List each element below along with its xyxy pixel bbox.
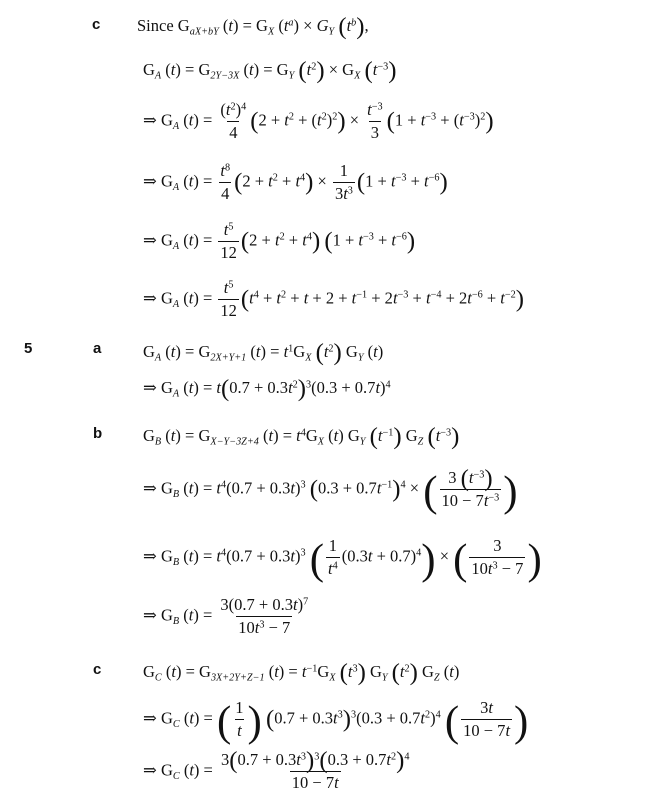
part-label-c-top: c [92, 16, 101, 33]
eq-c2-line3: ⇒ $G_C$ (t) = $\frac{3(0.7 + 0.3t^3)^3(0.3 + 0.7t^2)^4}{10 - 7t}$ [143, 746, 410, 792]
since-equation: Since $G_{aX+bY}$ $(t) = G_X$ $(t^a) \times G_Y$ $(t^b)$, [137, 12, 369, 40]
eq-c2-line1: $G_C$ $(t) = G_{3X+2Y+Z-1}$ $(t) = t^{-1}G_X$ $(t^3)$ $G_Y$ $(t^2)$ $G_Z$ (t) [143, 658, 460, 686]
eq-b-line3: ⇒ $G_B$ $(t) = t^4(0.7 + 0.3t)^3$ ( $\frac{1}{t^4}$ $(0.3t + 0.7)^4$) × ( $\frac{3}{10t^3 - 7}$ ) [143, 536, 542, 584]
question-number-5: 5 [24, 340, 33, 357]
eq-c-line2: ⇒ $G_A$ (t) = $\frac{(t^2)^4}{4}$ $(2 + t^2 + (t^2)^2)$ × $\frac{t^{-3}}{3}$ $(1 + t^{-3} + (t^{-3})^2)$ [143, 100, 494, 142]
eq-c2-line2: ⇒ $G_C$ (t) = ( $\frac{1}{t}$ ) $(0.7 + 0.3t^3)^3(0.3 + 0.7t^2)^4$ ( $\frac{3t}{10 - 7t}$ ) [143, 698, 529, 746]
eq-c-line4: ⇒ $G_A$ (t) = $\frac{t^5}{12}$ $(2 + t^2 + t^4)$ $(1 + t^{-3} + t^{-6})$ [143, 220, 416, 262]
eq-c-line5: ⇒ $G_A$ (t) = $\frac{t^5}{12}$ $(t^4 + t^2 + t + 2 + t^{-1} + 2t^{-3} + t^{-4} + 2t^{-6} + t^{-2})$ [143, 278, 524, 320]
part-label-b: b [93, 425, 103, 442]
eq-a-line2: ⇒ $G_A$ $(t) = t(0.7 + 0.3t^2)^3(0.3 + 0.7t)^4$ [143, 374, 391, 402]
part-label-c: c [93, 661, 102, 678]
eq-c-line1: $G_A$ $(t) = G_{2Y-3X}$ $(t) = G_Y$ $(t^2) \times G_X$ $(t^{-3})$ [143, 56, 397, 84]
eq-a-line1: $G_A$ $(t) = G_{2X+Y+1}$ $(t) = t^1G_X$ $(t^2)$ $G_Y$ (t) [143, 338, 384, 366]
part-label-a: a [93, 340, 102, 357]
eq-b-line4: ⇒ $G_B$ (t) = $\frac{3(0.7 + 0.3t)^7}{10t^3 - 7}$ [143, 595, 309, 637]
since-word: Since [137, 16, 174, 35]
eq-b-line2: ⇒ $G_B$ $(t) = t^4(0.7 + 0.3t)^3$ $(0.3 + 0.7t^{-1})^4$ × ( $\frac{3 (t^{-3})}{10 - 7t^{-3}}$ ) [143, 464, 518, 516]
eq-c-line3: ⇒ $G_A$ (t) = $\frac{t^8}{4}$ $(2 + t^2 + t^4)$ × $\frac{1}{3t^3}$ $(1 + t^{-3} + t^{-6})$ [143, 161, 448, 203]
eq-b-line1: $G_B$ $(t) = G_{X-Y-3Z+4}$ $(t) = t^4G_X$ (t) $G_Y$ $(t^{-1})$ $G_Z$ $(t^{-3})$ [143, 422, 460, 450]
